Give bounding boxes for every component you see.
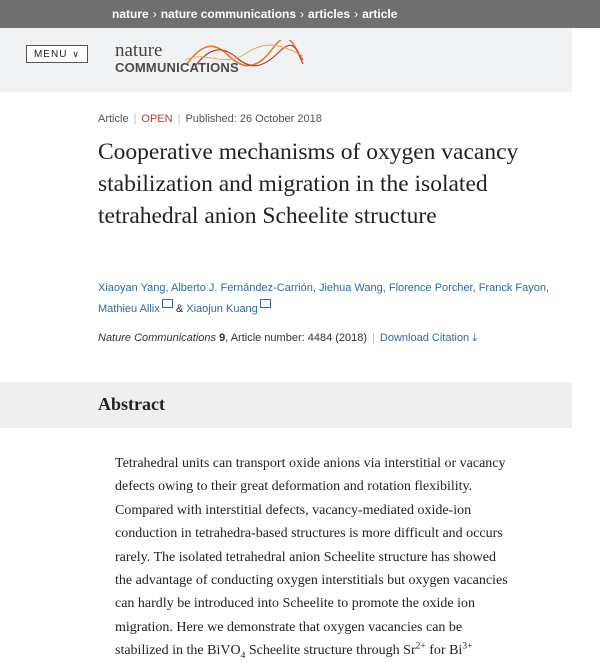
volume-number: 9 — [219, 332, 226, 344]
chevron-down-icon: ∨ — [72, 48, 81, 59]
abstract-line: defects owing to their great deformation and rotation flexibility. — [115, 479, 473, 495]
breadcrumb-article: article — [362, 7, 398, 21]
abstract-text — [115, 452, 575, 663]
mail-icon[interactable] — [260, 299, 271, 308]
top-navigation-bar — [0, 0, 600, 28]
breadcrumb-nature[interactable]: nature — [112, 7, 149, 21]
authors-line[interactable]: Xiaoyan Yang, Alberto J. Fernández-Carrión, Jiehua Wang, Florence Porcher, Franck Fayon, — [98, 282, 550, 294]
abstract-text-fragment: stabilized in the BiVO — [115, 643, 241, 659]
site-header — [0, 28, 572, 92]
author-mathieu-allix[interactable]: Mathieu Allix — [98, 303, 160, 315]
article-type: Article — [98, 113, 129, 125]
meta-divider: | — [133, 113, 137, 125]
article-title: Cooperative mechanisms of oxygen vacancy stabilization and migration in the isolated tetrahedral anion Scheelite structure — [98, 139, 519, 229]
breadcrumb-nature-communications[interactable]: nature communications — [160, 7, 297, 21]
author-ampersand: & — [175, 303, 184, 315]
abstract-line: conduction in tetrahedra-based structures is more difficult and occurs — [115, 526, 503, 542]
menu-button[interactable] — [26, 45, 88, 63]
published-date: Published: 26 October 2018 — [185, 113, 322, 125]
author-xiaojun-kuang[interactable]: Xiaojun Kuang — [186, 303, 258, 315]
breadcrumb-separator: › — [354, 7, 359, 21]
breadcrumb-separator: › — [300, 7, 305, 21]
nature-communications-logo[interactable] — [115, 40, 305, 80]
citation-line — [98, 332, 477, 345]
abstract-line-last — [115, 639, 575, 662]
mail-icon[interactable] — [162, 299, 173, 308]
open-access-badge: OPEN — [141, 113, 173, 125]
author-list — [98, 278, 568, 320]
abstract-line: the advantage of conducting oxygen interstitials but oxygen vacancies — [115, 573, 508, 589]
abstract-section-header — [0, 382, 572, 428]
subscript: 4 — [240, 651, 246, 662]
article-meta — [98, 113, 322, 125]
breadcrumb — [112, 7, 397, 21]
article-number: , Article number: 4484 (2018) — [225, 332, 368, 344]
logo-communications-text: COMMUNICATIONS — [115, 60, 239, 75]
abstract-line: migration. Here we demonstrate that oxygen vacancies can be — [115, 619, 463, 635]
superscript: 3+ — [462, 641, 473, 652]
superscript: 2+ — [415, 641, 426, 652]
breadcrumb-articles[interactable]: articles — [308, 7, 351, 21]
abstract-heading: Abstract — [98, 394, 165, 414]
journal-name: Nature Communications — [98, 332, 216, 344]
download-citation-link[interactable]: Download Citation ⤓ — [379, 332, 478, 344]
breadcrumb-separator: › — [152, 7, 157, 21]
logo-nature-text: nature — [115, 40, 163, 61]
abstract-line: can hardly be introduced into Scheelite to promote the oxide ion — [115, 596, 476, 612]
abstract-text-fragment: for Bi — [425, 643, 463, 659]
abstract-line: Tetrahedral units can transport oxide anions via interstitial or vacancy — [115, 456, 506, 471]
menu-label: MENU — [33, 48, 68, 60]
abstract-line: Compared with interstitial defects, vacancy-mediated oxide-ion — [115, 502, 472, 518]
meta-divider: | — [177, 113, 181, 125]
meta-divider: | — [372, 332, 375, 344]
abstract-line: rarely. The isolated tetrahedral anion Scheelite structure has showed — [115, 549, 496, 565]
abstract-text-fragment: Scheelite structure through Sr — [245, 643, 416, 659]
